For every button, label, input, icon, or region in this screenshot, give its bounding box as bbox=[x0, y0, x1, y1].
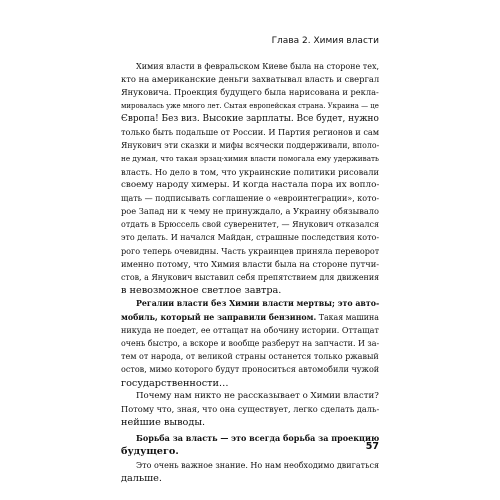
text-run: это делать. И начался Майдан, страшные последствия кото- bbox=[121, 233, 380, 243]
text-line bbox=[121, 60, 379, 73]
text-line bbox=[121, 258, 379, 271]
bold-text: Борьба за власть — это всегда борьба за проекцию bbox=[136, 433, 380, 444]
page-number: 57 bbox=[365, 441, 379, 452]
text-line bbox=[121, 377, 379, 390]
body-text bbox=[121, 60, 379, 485]
text-line bbox=[121, 271, 379, 284]
text-run: остов, мимо которого будут проноситься автомобили чужой bbox=[121, 365, 380, 375]
text-run: дальше. bbox=[121, 472, 162, 484]
text-line bbox=[121, 324, 379, 337]
text-run: Это очень важное знание. Но нам необходимо двигаться bbox=[136, 460, 380, 470]
text-line bbox=[121, 311, 379, 324]
text-run: Європа! Без виз. Высокие зарплаты. Все будет, нужно bbox=[121, 113, 379, 124]
text-run: Януковича. Проекция будущего была нарисована и рекла- bbox=[121, 87, 379, 98]
text-line bbox=[121, 459, 379, 472]
text-run: рого теперь очевидны. Часть украинцев приняла переворот bbox=[121, 245, 380, 256]
text-line bbox=[121, 245, 379, 258]
text-run: Такая машина bbox=[316, 312, 379, 322]
text-line bbox=[121, 218, 379, 231]
text-line bbox=[121, 73, 379, 86]
text-line bbox=[121, 86, 379, 99]
text-line bbox=[121, 152, 379, 165]
bold-text: будущего. bbox=[121, 446, 179, 458]
text-line bbox=[121, 416, 379, 429]
bold-text: мобиль, который не заправили бензином. bbox=[121, 312, 317, 322]
text-line bbox=[121, 363, 379, 376]
text-run: только быть подальше от России. И Партия регионов и сам bbox=[121, 126, 380, 137]
text-line bbox=[121, 350, 379, 363]
text-line bbox=[121, 284, 379, 297]
text-run: именно потому, что Химия власти была на стороне путчи- bbox=[121, 258, 380, 269]
text-run: тем от народа, от великой страны останется только ржавый bbox=[121, 352, 379, 362]
text-run: мировалась уже много лет. Сытая европейская страна. Украина — це bbox=[121, 101, 379, 110]
bold-text: Регалии власти без Химии власти мертвы; это авто- bbox=[136, 299, 380, 309]
text-run: не думая, что такая эрзац-химия власти помогала ему удерживать bbox=[121, 154, 379, 164]
text-run: щать — подписывать соглашение о «евроинтеграции», кото- bbox=[121, 193, 380, 203]
text-run: в невозможное светлое завтра. bbox=[121, 285, 282, 297]
text-run: никуда не поедет, ее оттащат на обочину истории. Оттащат bbox=[121, 325, 379, 335]
text-line bbox=[121, 445, 379, 458]
text-line bbox=[121, 297, 379, 310]
text-line bbox=[121, 337, 379, 350]
running-head: Глава 2. Химия власти bbox=[271, 36, 379, 46]
text-line bbox=[121, 390, 379, 403]
text-run: кто на американские деньги захватывал власть и свергал bbox=[121, 74, 380, 85]
text-run: государственности… bbox=[121, 377, 229, 389]
text-line bbox=[121, 205, 379, 218]
text-line bbox=[121, 126, 379, 139]
text-line bbox=[121, 100, 379, 113]
text-line bbox=[121, 403, 379, 416]
text-line bbox=[121, 166, 379, 179]
text-line bbox=[121, 432, 379, 445]
text-run: рое Запад ни к чему не принуждало, а Украину обязывало bbox=[121, 206, 380, 217]
text-line bbox=[121, 113, 379, 126]
text-run: стов, а Янукович выставил себя препятствием для движения bbox=[121, 273, 380, 282]
text-run: отдать в Брюссель свой суверенитет, — Янукович отказался bbox=[121, 220, 380, 230]
text-run: очень быстро, а вскоре и вообще разберут на запчасти. И за- bbox=[121, 338, 380, 348]
text-run: Химия власти в февральском Киеве была на стороне тех, bbox=[136, 62, 379, 71]
text-line bbox=[121, 192, 379, 205]
text-line bbox=[121, 472, 379, 485]
text-run: Потому что, зная, что она существует, легко сделать даль- bbox=[121, 403, 380, 414]
text-run: Почему нам никто не рассказывает о Химии власти? bbox=[136, 390, 379, 401]
text-run: власть. Но дело в том, что украинские политики рисовали bbox=[121, 166, 380, 177]
text-run: своему народу химеры. И когда настала пора их вопло- bbox=[121, 179, 380, 190]
text-run: Янукович эти сказки и мифы всячески поддерживали, вполо- bbox=[121, 141, 380, 151]
text-run: нейшие выводы. bbox=[121, 417, 206, 429]
text-line bbox=[121, 231, 379, 244]
text-line bbox=[121, 179, 379, 192]
text-line bbox=[121, 139, 379, 152]
